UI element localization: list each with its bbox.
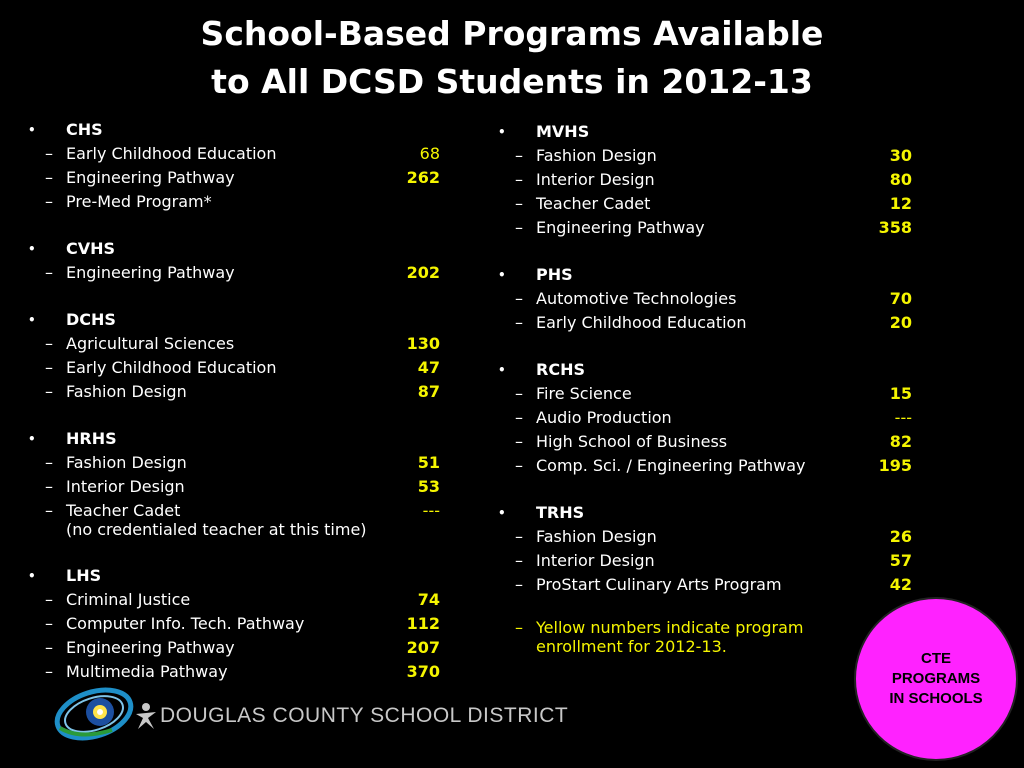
program-name: Early Childhood Education xyxy=(66,358,277,377)
bullet-icon: • xyxy=(28,569,36,583)
school-name: PHS xyxy=(536,265,573,284)
dash-icon: – xyxy=(45,382,53,401)
enrollment-value: 202 xyxy=(406,263,440,282)
enrollment-value: 51 xyxy=(417,453,440,472)
enrollment-value: 87 xyxy=(417,382,440,401)
school-name: CVHS xyxy=(66,239,116,258)
program-name: High School of Business xyxy=(536,432,728,451)
enrollment-value: 358 xyxy=(878,218,912,237)
program-name: Teacher Cadet xyxy=(66,501,181,520)
program-name: Multimedia Pathway xyxy=(66,662,228,681)
program-name: Interior Design xyxy=(536,551,655,570)
slide-title xyxy=(0,10,1024,106)
bullet-icon: • xyxy=(498,506,506,520)
program-row xyxy=(28,588,448,612)
program-name: ProStart Culinary Arts Program xyxy=(536,575,782,594)
bullet-icon: • xyxy=(28,242,36,256)
school-name: TRHS xyxy=(536,503,585,522)
program-row xyxy=(28,499,448,541)
enrollment-value: 70 xyxy=(889,289,912,308)
enrollment-value: 68 xyxy=(419,144,440,163)
enrollment-value: --- xyxy=(422,501,440,520)
program-row xyxy=(28,636,448,660)
district-footer xyxy=(50,676,610,746)
program-name: Agricultural Sciences xyxy=(66,334,235,353)
dash-icon: – xyxy=(515,384,523,403)
school-heading xyxy=(28,564,448,588)
badge-line-1: CTE xyxy=(921,650,951,667)
program-row xyxy=(28,261,448,285)
dash-icon: – xyxy=(45,501,53,520)
bullet-icon: • xyxy=(28,313,36,327)
school-heading xyxy=(28,118,448,142)
program-row xyxy=(498,549,918,573)
school-heading xyxy=(498,358,918,382)
dash-icon: – xyxy=(515,289,523,308)
dash-icon: – xyxy=(515,432,523,451)
enrollment-value: 207 xyxy=(406,638,440,657)
program-row xyxy=(28,380,448,404)
title-line-2: to All DCSD Students in 2012-13 xyxy=(211,62,813,101)
program-name: Automotive Technologies xyxy=(536,289,737,308)
program-row xyxy=(498,382,918,406)
enrollment-value: 262 xyxy=(406,168,440,187)
enrollment-value: 82 xyxy=(889,432,912,451)
enrollment-value: 47 xyxy=(417,358,440,377)
dash-icon: – xyxy=(45,477,53,496)
dash-icon: – xyxy=(515,218,523,237)
program-name: Teacher Cadet xyxy=(536,194,651,213)
title-line-1: School-Based Programs Available xyxy=(200,14,824,53)
program-name: Fashion Design xyxy=(66,382,187,401)
program-row xyxy=(28,142,448,166)
program-row xyxy=(498,311,918,335)
program-name: Engineering Pathway xyxy=(66,168,235,187)
dash-icon: – xyxy=(515,146,523,165)
program-name: Early Childhood Education xyxy=(536,313,747,332)
dash-icon: – xyxy=(515,527,523,546)
program-name: Engineering Pathway xyxy=(536,218,705,237)
program-name: Fashion Design xyxy=(536,146,657,165)
bullet-icon: • xyxy=(498,125,506,139)
school-name: RCHS xyxy=(536,360,585,379)
bullet-icon: • xyxy=(28,432,36,446)
program-name: Interior Design xyxy=(66,477,185,496)
dash-icon: – xyxy=(45,168,53,187)
program-name: Computer Info. Tech. Pathway xyxy=(66,614,305,633)
school-block-trhs xyxy=(498,501,918,597)
dash-icon: – xyxy=(515,575,523,594)
school-name: DCHS xyxy=(66,310,116,329)
program-name: Engineering Pathway xyxy=(66,263,235,282)
school-heading xyxy=(498,263,918,287)
enrollment-value: 30 xyxy=(889,146,912,165)
program-row xyxy=(498,168,918,192)
school-heading xyxy=(28,427,448,451)
school-block-chs xyxy=(28,118,448,214)
district-figure-icon xyxy=(134,702,158,730)
program-note: (no credentialed teacher at this time) xyxy=(66,520,367,539)
enrollment-value: 80 xyxy=(889,170,912,189)
school-block-phs xyxy=(498,263,918,335)
school-name: HRHS xyxy=(66,429,117,448)
school-name: MVHS xyxy=(536,122,590,141)
school-block-dchs xyxy=(28,308,448,404)
dash-icon: – xyxy=(515,408,523,427)
legend-text: Yellow numbers indicate program enrollment for 2012-13. xyxy=(536,618,804,656)
dash-icon: – xyxy=(45,263,53,282)
school-block-lhs xyxy=(28,564,448,684)
program-row xyxy=(498,525,918,549)
program-row xyxy=(28,166,448,190)
school-name: LHS xyxy=(66,566,102,585)
bullet-icon: • xyxy=(498,363,506,377)
left-school-column xyxy=(28,118,448,707)
dash-icon: – xyxy=(515,170,523,189)
enrollment-value: 15 xyxy=(889,384,912,403)
program-name: Fashion Design xyxy=(66,453,187,472)
dash-icon: – xyxy=(45,192,53,211)
enrollment-value: 20 xyxy=(889,313,912,332)
program-name: Pre-Med Program* xyxy=(66,192,212,211)
dash-icon: – xyxy=(45,144,53,163)
school-heading xyxy=(498,120,918,144)
badge-line-2: PROGRAMS xyxy=(891,670,981,687)
enrollment-value: 53 xyxy=(417,477,440,496)
enrollment-value: 57 xyxy=(889,551,912,570)
right-school-column xyxy=(498,120,918,656)
program-row xyxy=(498,216,918,240)
program-name: Comp. Sci. / Engineering Pathway xyxy=(536,456,806,475)
school-block-mvhs xyxy=(498,120,918,240)
dash-icon: – xyxy=(45,453,53,472)
program-name: Fashion Design xyxy=(536,527,657,546)
program-row xyxy=(498,406,918,430)
dash-icon: – xyxy=(515,313,523,332)
enrollment-value: 42 xyxy=(889,575,912,594)
program-row xyxy=(498,573,918,597)
bullet-icon: • xyxy=(28,123,36,137)
bullet-icon: • xyxy=(498,268,506,282)
school-heading xyxy=(498,501,918,525)
program-row xyxy=(28,356,448,380)
enrollment-value: --- xyxy=(894,408,912,427)
enrollment-value: 195 xyxy=(878,456,912,475)
school-heading xyxy=(28,237,448,261)
dash-icon: – xyxy=(515,194,523,213)
program-row xyxy=(28,612,448,636)
enrollment-value: 370 xyxy=(406,662,440,681)
enrollment-value: 26 xyxy=(889,527,912,546)
program-name: Audio Production xyxy=(536,408,672,427)
district-globe-logo-icon xyxy=(50,684,134,744)
dash-icon: – xyxy=(45,334,53,353)
program-row xyxy=(498,192,918,216)
dash-icon: – xyxy=(515,456,523,475)
enrollment-value: 74 xyxy=(417,590,440,609)
program-name: Criminal Justice xyxy=(66,590,191,609)
dash-icon: – xyxy=(45,590,53,609)
badge-line-3: IN SCHOOLS xyxy=(889,690,983,707)
program-row xyxy=(28,451,448,475)
school-block-cvhs xyxy=(28,237,448,285)
program-row xyxy=(498,287,918,311)
dash-icon: – xyxy=(515,551,523,570)
school-block-rchs xyxy=(498,358,918,478)
cte-programs-badge xyxy=(854,597,1018,761)
school-name: CHS xyxy=(66,120,103,139)
enrollment-value: 12 xyxy=(889,194,912,213)
dash-icon: – xyxy=(45,358,53,377)
program-name: Engineering Pathway xyxy=(66,638,235,657)
program-name: Fire Science xyxy=(536,384,632,403)
program-row xyxy=(498,144,918,168)
dash-icon: – xyxy=(45,614,53,633)
enrollment-value: 112 xyxy=(406,614,440,633)
enrollment-value: 130 xyxy=(406,334,440,353)
program-name: Interior Design xyxy=(536,170,655,189)
program-row xyxy=(28,190,448,214)
school-heading xyxy=(28,308,448,332)
district-name: DOUGLAS COUNTY SCHOOL DISTRICT xyxy=(160,704,569,727)
dash-icon: – xyxy=(45,638,53,657)
school-block-hrhs xyxy=(28,427,448,541)
dash-icon: – xyxy=(45,662,53,681)
program-row xyxy=(28,332,448,356)
program-name: Early Childhood Education xyxy=(66,144,277,163)
program-row xyxy=(498,430,918,454)
dash-icon: – xyxy=(515,618,523,637)
program-row xyxy=(28,475,448,499)
program-row xyxy=(498,454,918,478)
